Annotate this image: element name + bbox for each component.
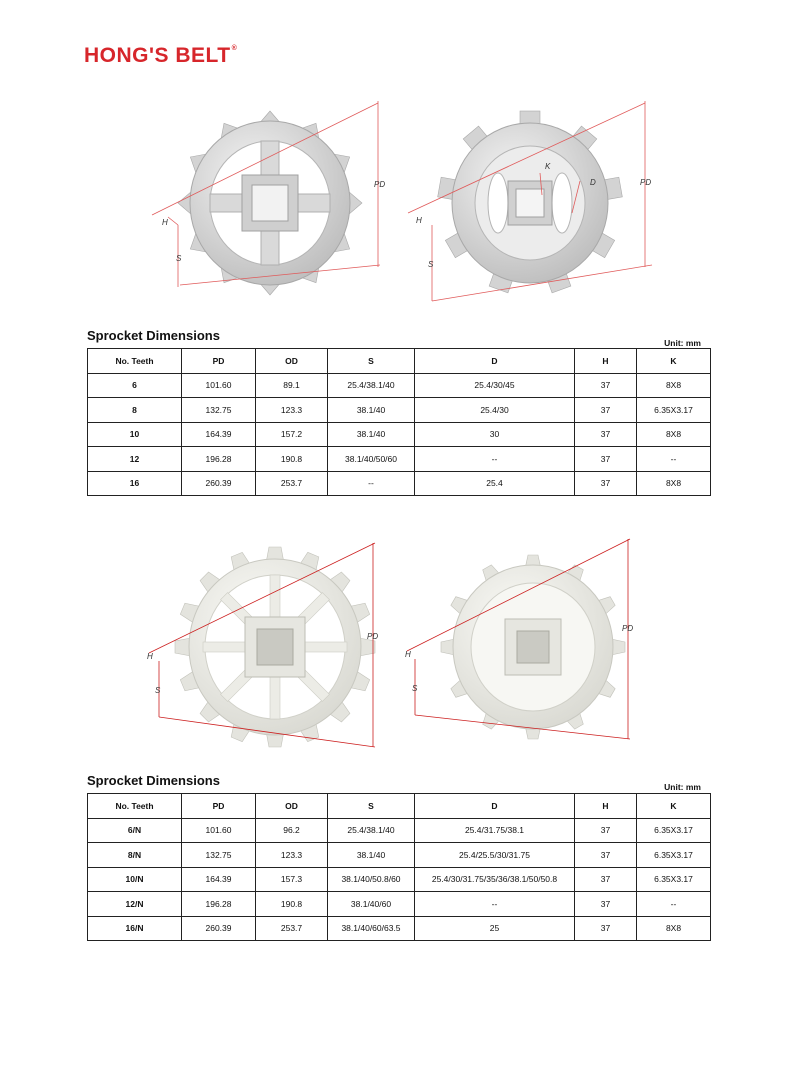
header-k: K xyxy=(637,349,711,374)
registered-mark: ® xyxy=(231,45,238,52)
cell-od: 253.7 xyxy=(256,916,328,941)
cell-pd: 132.75 xyxy=(182,398,256,423)
cell-pd: 260.39 xyxy=(182,471,256,496)
cell-d: -- xyxy=(415,447,575,472)
cell-d: 25.4 xyxy=(415,471,575,496)
cell-k: 8X8 xyxy=(637,373,711,398)
header-k: K xyxy=(637,794,711,819)
header-no-teeth: No. Teeth xyxy=(88,349,182,374)
h-label-left: H xyxy=(162,218,168,227)
cell-no-teeth: 6 xyxy=(88,373,182,398)
cell-od: 123.3 xyxy=(256,398,328,423)
s-label-right-n: S xyxy=(412,684,418,693)
cell-d: 25.4/30/45 xyxy=(415,373,575,398)
cell-s: 25.4/38.1/40 xyxy=(328,373,415,398)
cell-h: 37 xyxy=(575,867,637,892)
cell-h: 37 xyxy=(575,447,637,472)
cell-h: 37 xyxy=(575,471,637,496)
cell-no-teeth: 12 xyxy=(88,447,182,472)
cell-k: 8X8 xyxy=(637,471,711,496)
header-s: S xyxy=(328,349,415,374)
cell-od: 157.3 xyxy=(256,867,328,892)
cell-no-teeth: 12/N xyxy=(88,892,182,917)
header-h: H xyxy=(575,794,637,819)
header-pd: PD xyxy=(182,794,256,819)
cell-pd: 101.60 xyxy=(182,818,256,843)
sprocket-image-right xyxy=(438,111,623,293)
cell-no-teeth: 16/N xyxy=(88,916,182,941)
cell-h: 37 xyxy=(575,916,637,941)
h-label-left-n: H xyxy=(147,652,153,661)
cell-k: -- xyxy=(637,892,711,917)
pd-label-left-n: PD xyxy=(367,632,379,641)
cell-s: 38.1/40 xyxy=(328,843,415,868)
h-label-right: H xyxy=(416,216,422,225)
cell-h: 37 xyxy=(575,818,637,843)
brand-logo xyxy=(84,44,237,68)
table-row xyxy=(88,471,711,496)
cell-no-teeth: 10 xyxy=(88,422,182,447)
sprocket-image-right-n xyxy=(441,555,625,739)
cell-pd: 132.75 xyxy=(182,843,256,868)
cell-d: 30 xyxy=(415,422,575,447)
cell-od: 157.2 xyxy=(256,422,328,447)
cell-od: 123.3 xyxy=(256,843,328,868)
pd-label-right: PD xyxy=(640,178,652,187)
s-label-left-n: S xyxy=(155,686,161,695)
section2-unit: Unit: mm xyxy=(664,782,701,792)
cell-k: -- xyxy=(637,447,711,472)
s-label-right: S xyxy=(428,260,434,269)
cell-pd: 101.60 xyxy=(182,373,256,398)
top-sprocket-figure xyxy=(140,95,680,310)
h-label-right-n: H xyxy=(405,650,411,659)
cell-no-teeth: 8/N xyxy=(88,843,182,868)
cell-s: 38.1/40/50/60 xyxy=(328,447,415,472)
sprocket-image-left-n xyxy=(175,547,375,747)
cell-pd: 196.28 xyxy=(182,892,256,917)
cell-pd: 164.39 xyxy=(182,867,256,892)
cell-pd: 196.28 xyxy=(182,447,256,472)
cell-od: 190.8 xyxy=(256,892,328,917)
table-row xyxy=(88,818,711,843)
header-no-teeth: No. Teeth xyxy=(88,794,182,819)
cell-h: 37 xyxy=(575,422,637,447)
cell-no-teeth: 10/N xyxy=(88,867,182,892)
pd-label-right-n: PD xyxy=(622,624,634,633)
table-row xyxy=(88,892,711,917)
header-s: S xyxy=(328,794,415,819)
cell-d: 25 xyxy=(415,916,575,941)
section1-table xyxy=(87,348,711,496)
brand-name: HONG'S BELT xyxy=(84,44,231,67)
cell-h: 37 xyxy=(575,398,637,423)
section1-unit: Unit: mm xyxy=(664,338,701,348)
cell-od: 89.1 xyxy=(256,373,328,398)
cell-k: 8X8 xyxy=(637,916,711,941)
cell-pd: 260.39 xyxy=(182,916,256,941)
cell-s: -- xyxy=(328,471,415,496)
section2-title: Sprocket Dimensions xyxy=(87,773,220,788)
cell-h: 37 xyxy=(575,892,637,917)
cell-k: 6.35X3.17 xyxy=(637,398,711,423)
table-row xyxy=(88,373,711,398)
table-header-row xyxy=(88,349,711,374)
cell-k: 6.35X3.17 xyxy=(637,867,711,892)
d-label: D xyxy=(590,178,596,187)
cell-d: 25.4/30/31.75/35/36/38.1/50/50.8 xyxy=(415,867,575,892)
cell-k: 8X8 xyxy=(637,422,711,447)
table-row xyxy=(88,867,711,892)
table-row xyxy=(88,422,711,447)
header-od: OD xyxy=(256,794,328,819)
s-label-left: S xyxy=(176,254,182,263)
bottom-sprocket-figure xyxy=(135,535,645,760)
section1-title: Sprocket Dimensions xyxy=(87,328,220,343)
cell-pd: 164.39 xyxy=(182,422,256,447)
header-pd: PD xyxy=(182,349,256,374)
cell-no-teeth: 6/N xyxy=(88,818,182,843)
header-od: OD xyxy=(256,349,328,374)
cell-s: 38.1/40 xyxy=(328,422,415,447)
cell-od: 253.7 xyxy=(256,471,328,496)
header-d: D xyxy=(415,349,575,374)
cell-od: 190.8 xyxy=(256,447,328,472)
section2-table xyxy=(87,793,711,941)
k-label: K xyxy=(545,162,551,171)
cell-s: 38.1/40 xyxy=(328,398,415,423)
cell-h: 37 xyxy=(575,843,637,868)
table-header-row xyxy=(88,794,711,819)
header-h: H xyxy=(575,349,637,374)
table-row xyxy=(88,843,711,868)
table-row xyxy=(88,916,711,941)
cell-h: 37 xyxy=(575,373,637,398)
cell-s: 38.1/40/60/63.5 xyxy=(328,916,415,941)
pd-label-left: PD xyxy=(374,180,386,189)
header-d: D xyxy=(415,794,575,819)
cell-s: 38.1/40/60 xyxy=(328,892,415,917)
cell-k: 6.35X3.17 xyxy=(637,843,711,868)
cell-no-teeth: 8 xyxy=(88,398,182,423)
table-row xyxy=(88,447,711,472)
cell-d: -- xyxy=(415,892,575,917)
cell-d: 25.4/30 xyxy=(415,398,575,423)
cell-s: 25.4/38.1/40 xyxy=(328,818,415,843)
cell-d: 25.4/25.5/30/31.75 xyxy=(415,843,575,868)
sprocket-image-left xyxy=(178,111,362,295)
table-row xyxy=(88,398,711,423)
cell-no-teeth: 16 xyxy=(88,471,182,496)
cell-od: 96.2 xyxy=(256,818,328,843)
cell-k: 6.35X3.17 xyxy=(637,818,711,843)
cell-d: 25.4/31.75/38.1 xyxy=(415,818,575,843)
cell-s: 38.1/40/50.8/60 xyxy=(328,867,415,892)
